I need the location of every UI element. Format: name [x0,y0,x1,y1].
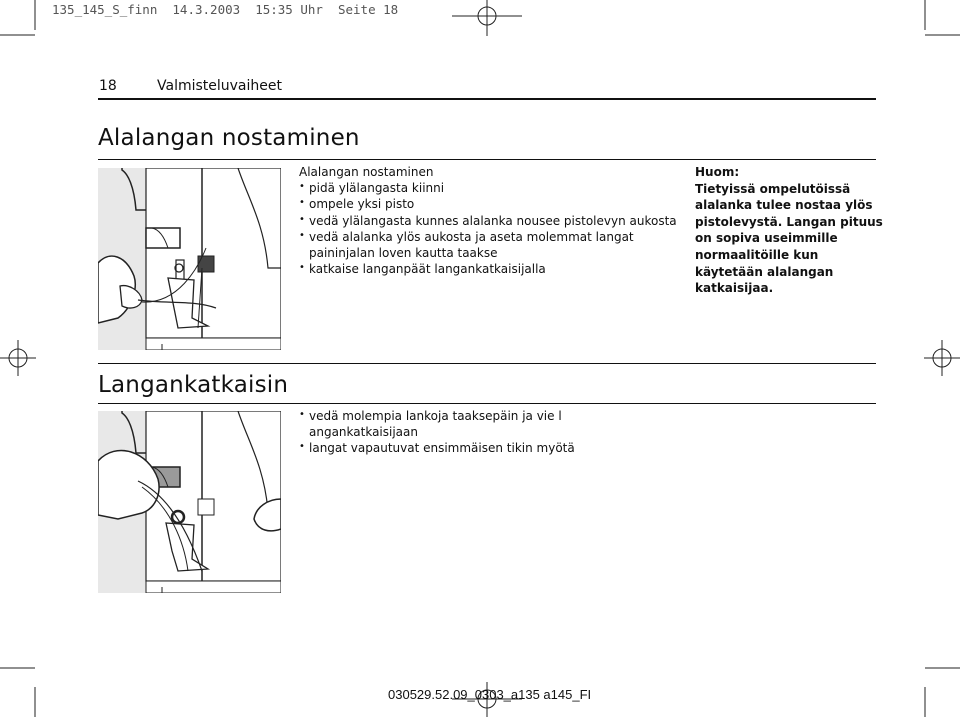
header-rule [98,98,876,100]
footer-slug: 030529.52.09_0303_a135 a145_FI [388,687,592,702]
list-item: • vedä ylälangasta kunnes alalanka nousee pistolevyn aukosta [299,213,694,229]
section-rule [98,159,876,160]
list-item: • pidä ylälangasta kiinni [299,180,694,196]
page-number: 18 [99,78,117,94]
heading-bobbin-thread-pickup: Alalangan nostaminen [98,125,360,151]
heading-thread-cutter: Langankatkaisin [98,372,289,398]
instructions-title: Alalangan nostaminen [299,165,434,179]
list-item: • katkaise langanpäät langankatkaisijalla [299,261,694,277]
list-item: • ompele yksi pisto [299,196,694,212]
section-title: Valmisteluvaiheet [157,78,282,94]
list-item: • vedä alalanka ylös aukosta ja aseta molemmat langat paininjalan loven kautta taakse [299,229,684,261]
bobbin-pickup-instructions [299,164,694,277]
section-rule [98,363,876,364]
list-item: • vedä molempia lankoja taaksepäin ja vie l angankatkaisijaan [299,408,569,440]
instruction-list [299,180,694,277]
note-text: Tietyissä ompelutöissä alalanka tulee nostaa ylös pistolevystä. Langan pituus on sopiva useimmille normaalitöille kun käytetään alalangan katkaisijaa. [695,181,883,296]
thread-cutter-instructions [299,408,575,457]
illustration-bobbin-pickup [98,168,281,350]
illustration-thread-cutter [98,411,281,593]
note-label: Huom: [695,165,740,179]
section-rule [98,403,876,404]
print-slug: 135_145_S_finn 14.3.2003 15:35 Uhr Seite 18 [52,2,399,17]
instruction-list [299,408,575,457]
list-item: • langat vapautuvat ensimmäisen tikin myötä [299,440,609,456]
note-box [695,164,885,297]
